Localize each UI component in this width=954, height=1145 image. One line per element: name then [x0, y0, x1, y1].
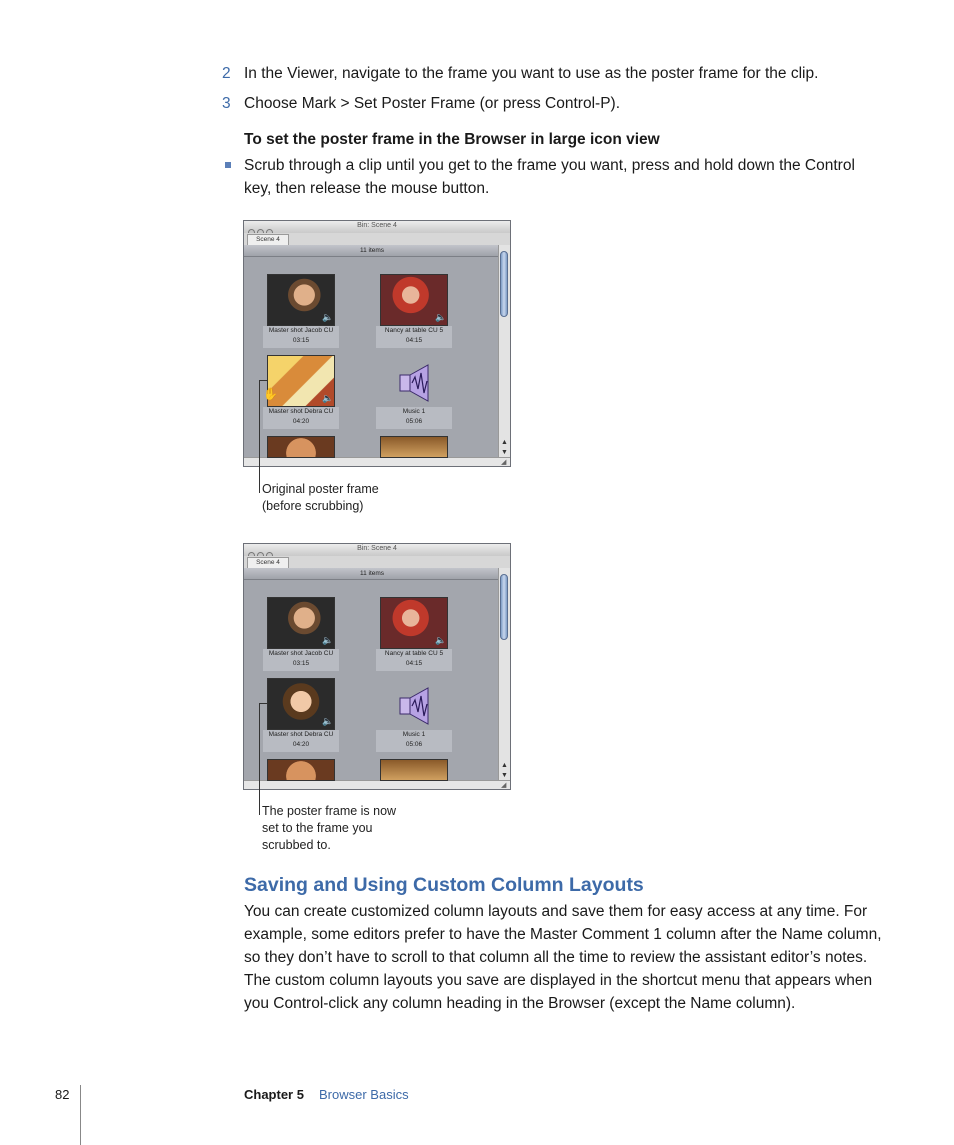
clip-thumbnail — [267, 436, 335, 458]
scroll-down-icon[interactable]: ▼ — [501, 449, 508, 456]
tab-scene-4[interactable]: Scene 4 — [247, 234, 289, 245]
step-text: Choose Mark > Set Poster Frame (or press Control-P). — [244, 95, 620, 112]
clip-duration: 03:15 — [292, 337, 310, 344]
item-count-bar: 11 items — [244, 568, 500, 580]
caption-line: set to the frame you — [262, 821, 373, 835]
clip-duration: 05:06 — [405, 418, 423, 425]
horizontal-scrollbar[interactable] — [244, 457, 510, 466]
window-title: Bin: Scene 4 — [357, 545, 397, 552]
caption-after — [262, 803, 396, 854]
scroll-thumb[interactable] — [500, 251, 508, 317]
clip-label — [376, 730, 452, 752]
clip-name: Nancy at table CU 5 — [384, 327, 444, 334]
tab-scene-4[interactable]: Scene 4 — [247, 557, 289, 568]
caption-line: scrubbed to. — [262, 838, 331, 852]
clip-label — [376, 407, 452, 429]
caption-line: The poster frame is now — [262, 804, 397, 818]
clip-name: Music 1 — [402, 408, 426, 415]
clip-name: Nancy at table CU 5 — [384, 650, 444, 657]
speaker-icon: 🔈 — [322, 312, 334, 322]
scroll-up-icon[interactable]: ▲ — [501, 762, 508, 769]
speaker-icon: 🔈 — [435, 635, 447, 645]
clip-thumbnail — [380, 436, 448, 458]
clip-duration: 03:15 — [292, 660, 310, 667]
scroll-up-icon[interactable]: ▲ — [501, 439, 508, 446]
step-number: 3 — [222, 95, 231, 112]
step-2 — [222, 64, 818, 84]
section-body: You can create customized column layouts and save them for easy access at any time. For example, some editors prefer to have the Master Comment 1 column after the Name column, so they don’t have to scroll to that column all the time to review the assistant editor’s notes. The custom column layouts you save are displayed in the shortcut menu that appears when you Control-click any column heading in the Browser (except the Name column). — [244, 903, 882, 1012]
speaker-icon: 🔈 — [322, 393, 334, 403]
bullet-text: Scrub through a clip until you get to the frame you want, press and hold down the Control key, then release the mouse button. — [244, 157, 855, 197]
clip-name: Master shot Debra CU — [268, 731, 334, 738]
callout-tick — [259, 380, 268, 381]
clip-duration: 04:20 — [292, 741, 310, 748]
tab-bar — [244, 233, 510, 245]
section-title: Saving and Using Custom Column Layouts — [244, 874, 644, 896]
scroll-thumb[interactable] — [500, 574, 508, 640]
clip-name: Master shot Jacob CU — [268, 327, 334, 334]
resize-grip-icon[interactable]: ◢ — [501, 459, 507, 466]
callout-line — [259, 380, 260, 493]
bullet-item — [222, 154, 882, 200]
bin-window-before — [243, 220, 511, 467]
clip-label — [263, 730, 339, 752]
step-text: In the Viewer, navigate to the frame you want to use as the poster frame for the clip. — [244, 65, 819, 82]
step-number: 2 — [222, 65, 231, 82]
chapter-name: Browser Basics — [319, 1087, 409, 1102]
clip-name: Master shot Debra CU — [268, 408, 334, 415]
clip-name: Music 1 — [402, 731, 426, 738]
chapter-label: Chapter 5 — [244, 1087, 304, 1102]
horizontal-scrollbar[interactable] — [244, 780, 510, 789]
callout-line — [259, 703, 260, 815]
vertical-scrollbar[interactable] — [498, 568, 510, 781]
item-count-bar: 11 items — [244, 245, 500, 257]
clip-label — [263, 649, 339, 671]
footer-divider — [80, 1085, 81, 1145]
page-number: 82 — [55, 1087, 70, 1102]
clip-thumbnail — [380, 759, 448, 781]
clip-duration: 04:15 — [405, 337, 423, 344]
clip-duration: 04:15 — [405, 660, 423, 667]
speaker-icon: 🔈 — [435, 312, 447, 322]
clip-duration: 04:20 — [292, 418, 310, 425]
tab-bar — [244, 556, 510, 568]
callout-tick — [259, 703, 268, 704]
speaker-icon: 🔈 — [322, 716, 334, 726]
clip-label — [376, 649, 452, 671]
bin-window-after — [243, 543, 511, 790]
clip-label — [263, 326, 339, 348]
clip-duration: 05:06 — [405, 741, 423, 748]
speaker-icon: 🔈 — [322, 635, 334, 645]
clip-label — [376, 326, 452, 348]
procedure-heading: To set the poster frame in the Browser in large icon view — [244, 131, 660, 148]
caption-line: (before scrubbing) — [262, 499, 364, 513]
caption-before — [262, 481, 379, 515]
hand-cursor-icon: ✋ — [263, 387, 278, 401]
bullet-square-icon — [225, 162, 231, 168]
clip-label — [263, 407, 339, 429]
vertical-scrollbar[interactable] — [498, 245, 510, 458]
clip-thumbnail — [267, 759, 335, 781]
audio-clip-icon — [398, 686, 434, 726]
resize-grip-icon[interactable]: ◢ — [501, 782, 507, 789]
scroll-down-icon[interactable]: ▼ — [501, 772, 508, 779]
step-3 — [222, 94, 620, 114]
audio-clip-icon — [398, 363, 434, 403]
caption-line: Original poster frame — [262, 482, 379, 496]
clip-name: Master shot Jacob CU — [268, 650, 334, 657]
window-title: Bin: Scene 4 — [357, 222, 397, 229]
